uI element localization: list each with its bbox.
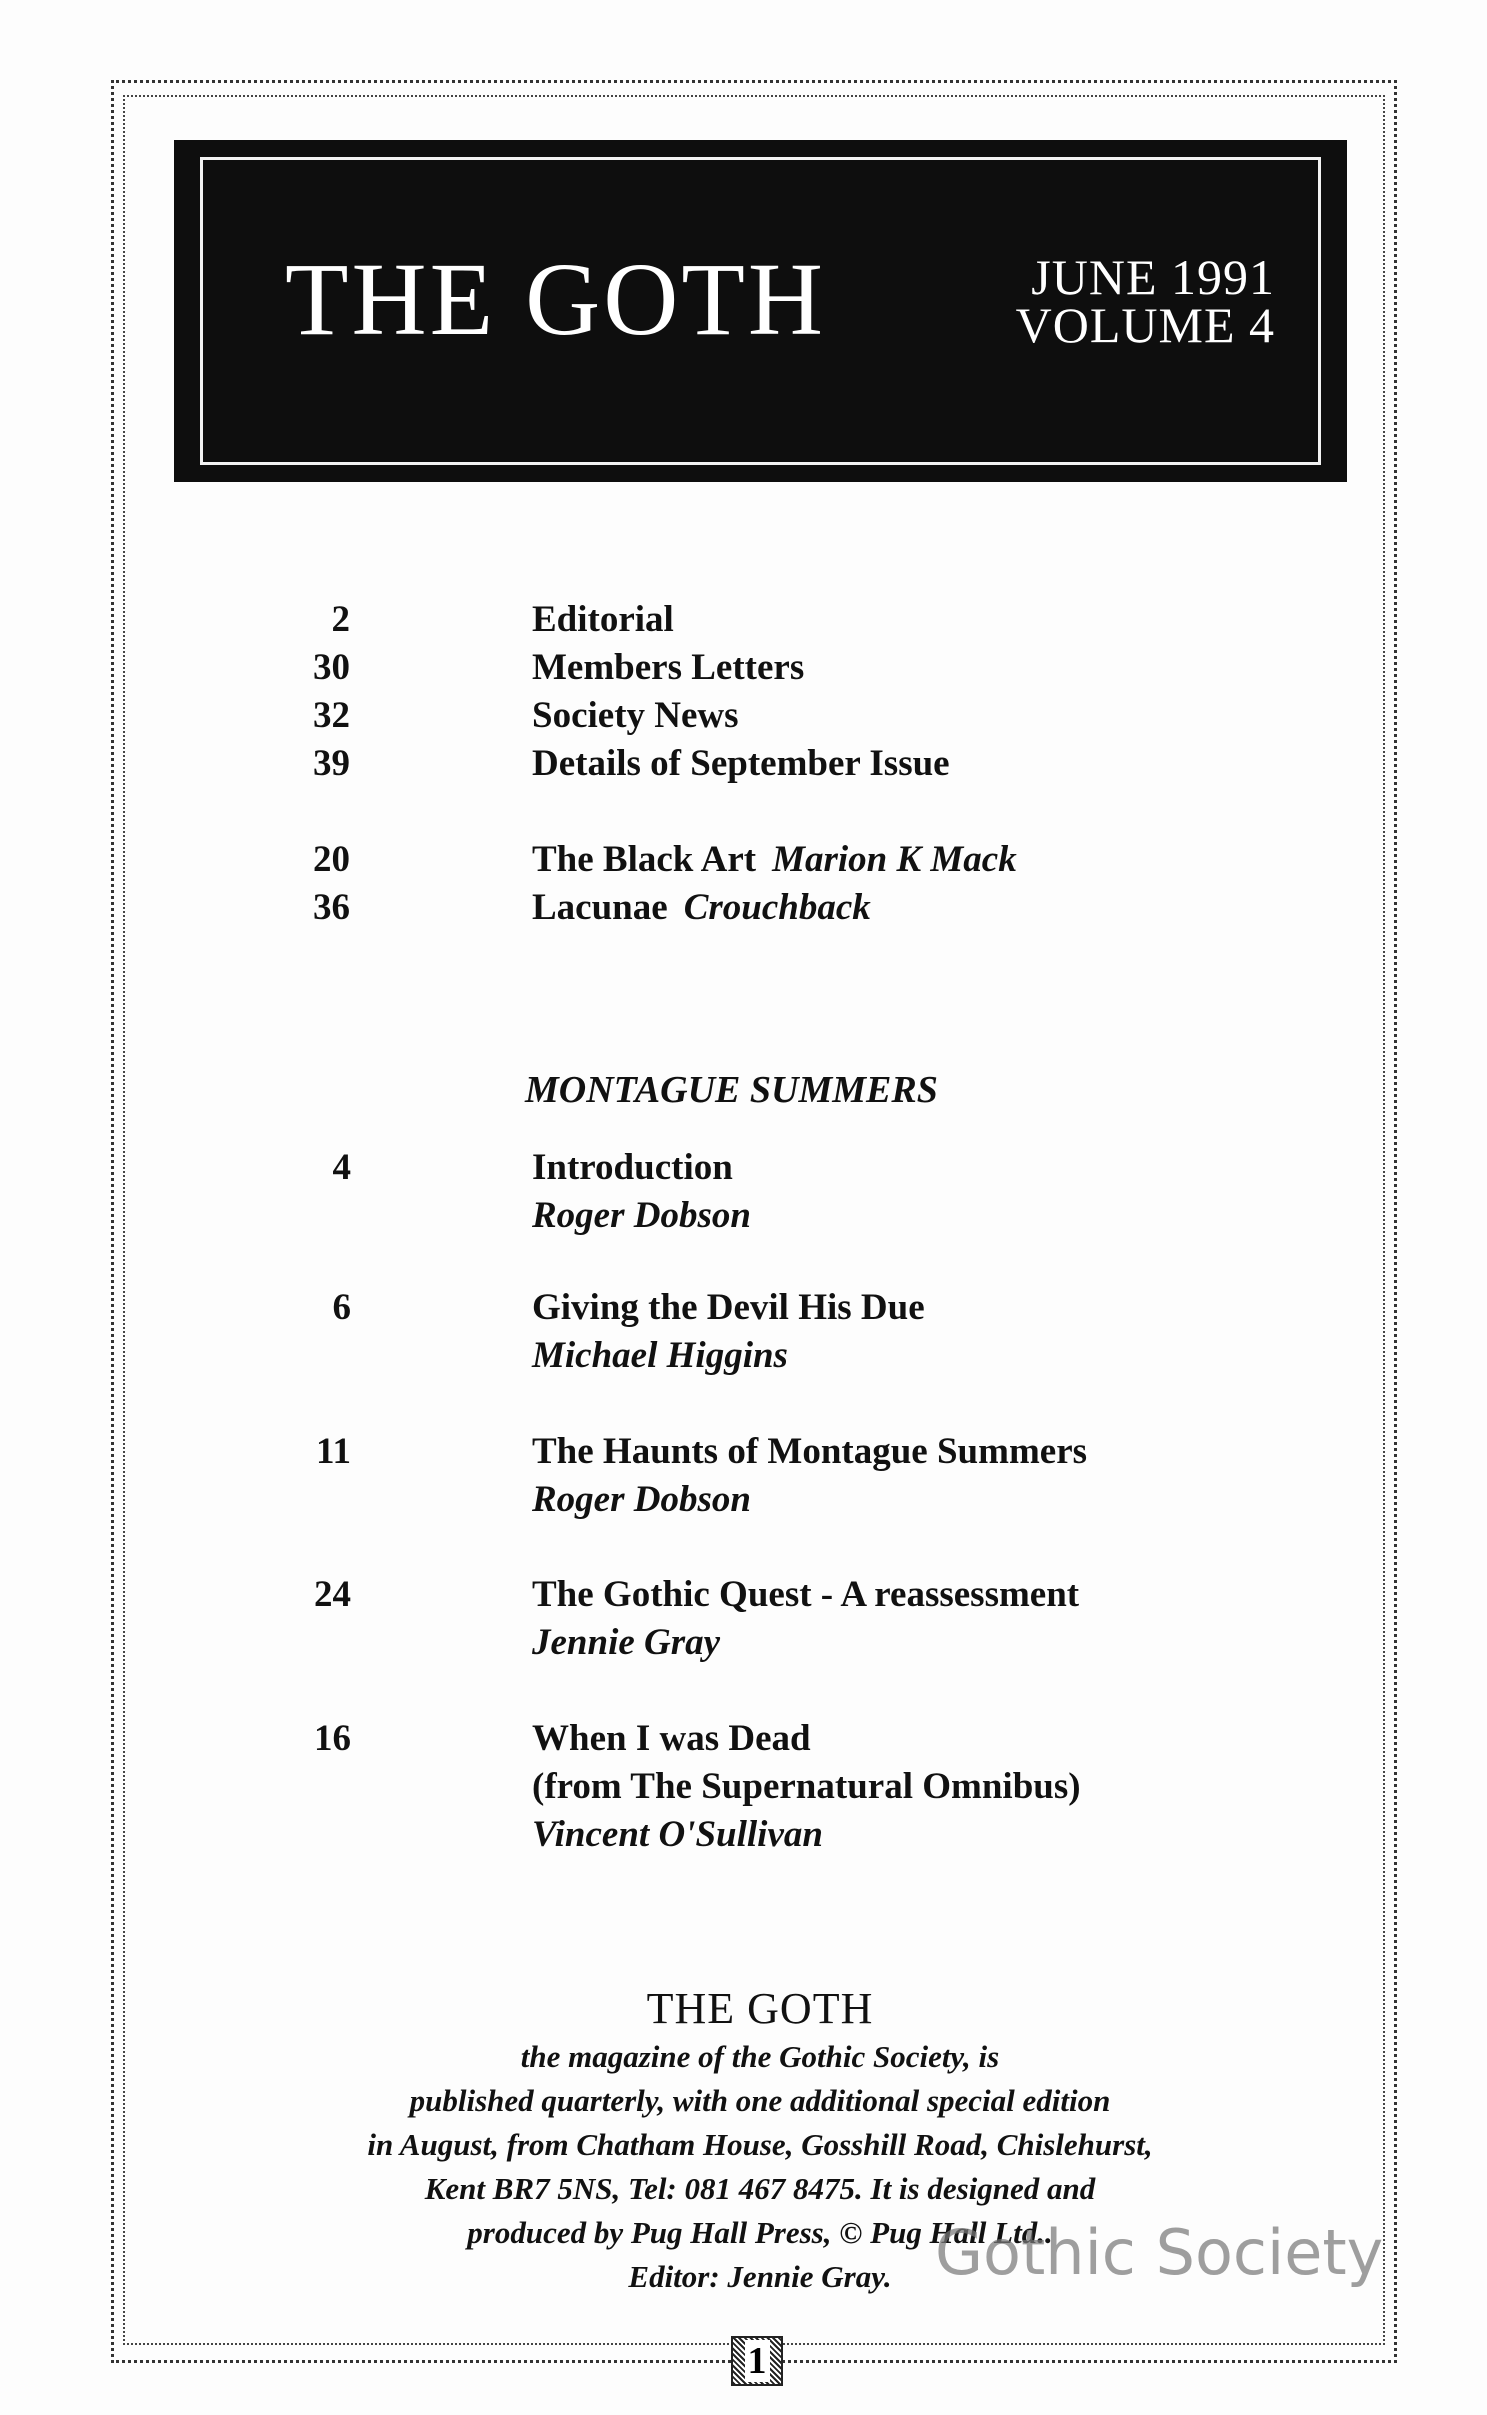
page-number: 20 xyxy=(313,839,350,880)
page-number: 6 xyxy=(332,1287,351,1328)
page-number: 24 xyxy=(314,1574,351,1615)
entry-title: Society News xyxy=(532,695,739,736)
folio-number: 1 xyxy=(745,2340,770,2382)
entry-title: Giving the Devil His Due xyxy=(532,1287,925,1328)
colophon-line: published quarterly, with one additional special edition xyxy=(409,2083,1111,2118)
issue-date: JUNE 1991 xyxy=(1031,249,1275,305)
colophon-line: Editor: Jennie Gray. xyxy=(628,2259,892,2294)
magazine-title: THE GOTH xyxy=(285,242,827,357)
entry-title: Members Letters xyxy=(532,647,805,688)
entry-author: Crouchback xyxy=(683,887,871,928)
page-number: 11 xyxy=(316,1431,351,1472)
colophon-title: THE GOTH xyxy=(646,1984,874,2033)
entry-author: Roger Dobson xyxy=(532,1195,751,1236)
section-heading: MONTAGUE SUMMERS xyxy=(525,1069,938,1111)
page-number: 4 xyxy=(332,1147,351,1188)
page-number: 36 xyxy=(313,887,350,928)
entry-author: Roger Dobson xyxy=(532,1479,751,1520)
page-folio xyxy=(731,2336,783,2386)
colophon-line: the magazine of the Gothic Society, is xyxy=(520,2039,1000,2074)
entry-title: The Gothic Quest - A reassessment xyxy=(532,1574,1080,1615)
page-number: 16 xyxy=(314,1718,351,1759)
entry-author: Jennie Gray xyxy=(532,1622,721,1663)
entry-title xyxy=(532,836,1017,884)
colophon-line: in August, from Chatham House, Gosshill Road, Chislehurst, xyxy=(367,2127,1153,2162)
issue-info xyxy=(1015,249,1275,353)
page-number: 32 xyxy=(313,695,350,736)
entry-title-text: The Black Art xyxy=(532,839,757,880)
page-number: 39 xyxy=(313,743,350,784)
entry-title: Editorial xyxy=(532,599,674,640)
masthead xyxy=(174,140,1347,482)
entry-author: Marion K Mack xyxy=(772,839,1017,880)
entry-title: Details of September Issue xyxy=(532,743,950,784)
entry-author: Michael Higgins xyxy=(532,1335,788,1376)
entry-author: Vincent O'Sullivan xyxy=(532,1814,823,1855)
page-number: 2 xyxy=(331,599,350,640)
colophon-line: produced by Pug Hall Press, © Pug Hall Ltd.. xyxy=(467,2215,1053,2250)
issue-volume: VOLUME 4 xyxy=(1015,297,1275,353)
page-number: 30 xyxy=(313,647,350,688)
watermark: Gothic Society xyxy=(935,2216,1384,2289)
entry-title xyxy=(532,884,871,932)
colophon-line: Kent BR7 5NS, Tel: 081 467 8475. It is designed and xyxy=(424,2171,1096,2206)
entry-subtitle: (from The Supernatural Omnibus) xyxy=(532,1766,1081,1807)
entry-title: The Haunts of Montague Summers xyxy=(532,1431,1088,1472)
entry-title: When I was Dead xyxy=(532,1718,811,1759)
entry-title: Introduction xyxy=(532,1147,733,1188)
entry-title-text: Lacunae xyxy=(532,887,668,928)
